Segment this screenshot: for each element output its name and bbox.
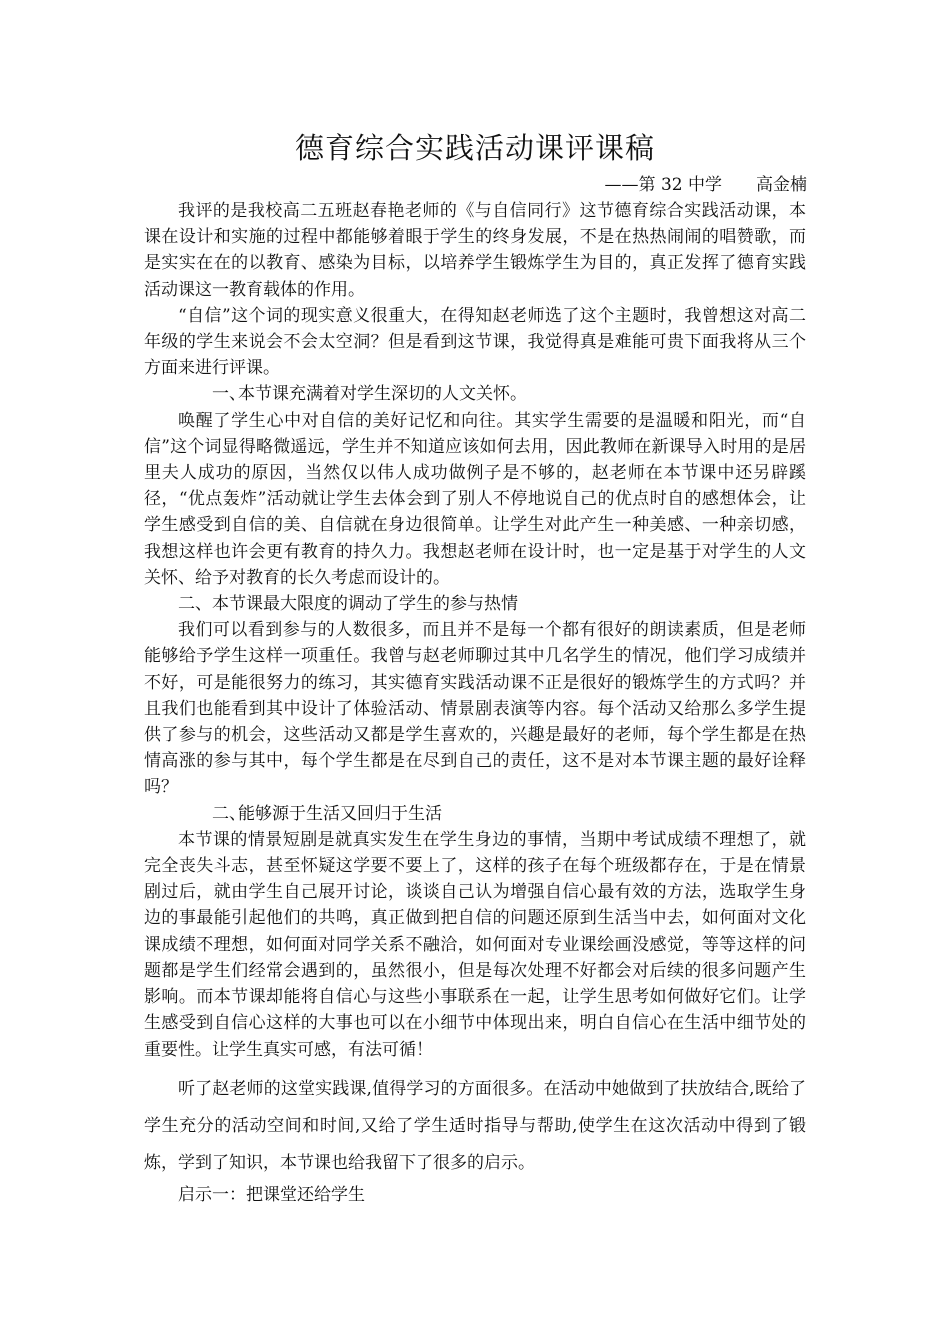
- section-number-3: 二、: [212, 803, 246, 824]
- paragraph-insight-1: 启示一：把课堂还给学生: [178, 1184, 365, 1205]
- section-number-1: 一、: [212, 384, 246, 405]
- paragraph-intro: 我评的是我校高二五班赵春艳老师的《与自信同行》这节德育综合实践活动课，本课在设计和实施的过程中都能够着眼于学生的终身发展，不是在热热闹闹的唱赞歌，而是实实在在的以教育、感染为目标，以培养学生锻炼学生为目的，真正发挥了德育实践活动课这一教育载体的作用。: [144, 201, 806, 300]
- paragraph-participation: 我们可以看到参与的人数很多，而且并不是每一个都有很好的朗读素质，但是老师能够给予学生这样一项重任。我曾与赵老师聊过其中几名学生的情况，他们学习成绩并不好，可是能很努力的练习，其实德育实践活动课不正是很好的锻炼学生的方式吗？并且我们也能看到其中设计了体验活动、情景剧表演等内容。每个活动又给那么多学生提供了参与的机会，这些活动又都是学生喜欢的，兴趣是最好的老师，每个学生都是在热情高涨的参与其中，每个学生都是在尽到自己的责任，这不是对本节课主题的最好诠释吗？: [144, 620, 806, 798]
- section-heading-1-text: 本节课充满着对学生深切的人文关怀。: [238, 384, 527, 405]
- section-heading-1: [144, 381, 806, 407]
- paragraph-summary: 听了赵老师的这堂实践课,值得学习的方面很多。在活动中她做到了扶放结合,既给了学生充分的活动空间和时间,又给了学生适时指导与帮助,使学生在这次活动中得到了锻炼，学到了知识，本节课也给我留下了很多的启示。: [144, 1078, 806, 1173]
- section-heading-2: 二、本节课最大限度的调动了学生的参与热情: [178, 594, 518, 615]
- paragraph-confidence: “自信”这个词的现实意义很重大，在得知赵老师选了这个主题时，我曾想这对高二年级的学生来说会不会太空洞？但是看到这节课，我觉得真是难能可贵下面我将从三个方面来进行评课。: [144, 305, 806, 379]
- document-body: [144, 198, 806, 1208]
- section-heading-3: [144, 801, 806, 827]
- paragraph-humanistic-care: 唤醒了学生心中对自信的美好记忆和向往。其实学生需要的是温暖和阳光，而“自信”这个词显得略微遥远，学生并不知道应该如何去用，因此教师在新课导入时用的是居里夫人成功的原因，当然仅以伟人成功做例子是不够的，赵老师在本节课中还另辟蹊径，“优点轰炸”活动就让学生去体会到了别人不停地说自己的优点时自的感想体会，让学生感受到自信的美、自信就在身边很简单。让学生对此产生一种美感、一种亲切感，我想这样也许会更有教育的持久力。我想赵老师在设计时，也一定是基于对学生的人文关怀、给予对教育的长久考虑而设计的。: [144, 410, 806, 588]
- document-title: 德育综合实践活动课评课稿: [294, 131, 655, 165]
- author-byline: ——第 32 中学 高金楠: [604, 175, 807, 195]
- paragraph-life: 本节课的情景短剧是就真实发生在学生身边的事情，当期中考试成绩不理想了，就完全丧失斗志，甚至怀疑这学要不要上了，这样的孩子在每个班级都存在，于是在情景剧过后，就由学生自己展开讨论，谈谈自己认为增强自信心最有效的方法，选取学生身边的事最能引起他们的共鸣，真正做到把自信的问题还原到生活当中去，如何面对文化课成绩不理想，如何面对同学关系不融洽，如何面对专业课绘画没感觉，等等这样的问题都是学生们经常会遇到的，虽然很小，但是每次处理不好都会对后续的很多问题产生影响。而本节课却能将自信心与这些小事联系在一起，让学生思考如何做好它们。让学生感受到自信心这样的大事也可以在小细节中体现出来，明白自信心在生活中细节处的重要性。让学生真实可感，有法可循！: [144, 829, 806, 1060]
- section-heading-3-text: 能够源于生活又回归于生活: [238, 803, 442, 824]
